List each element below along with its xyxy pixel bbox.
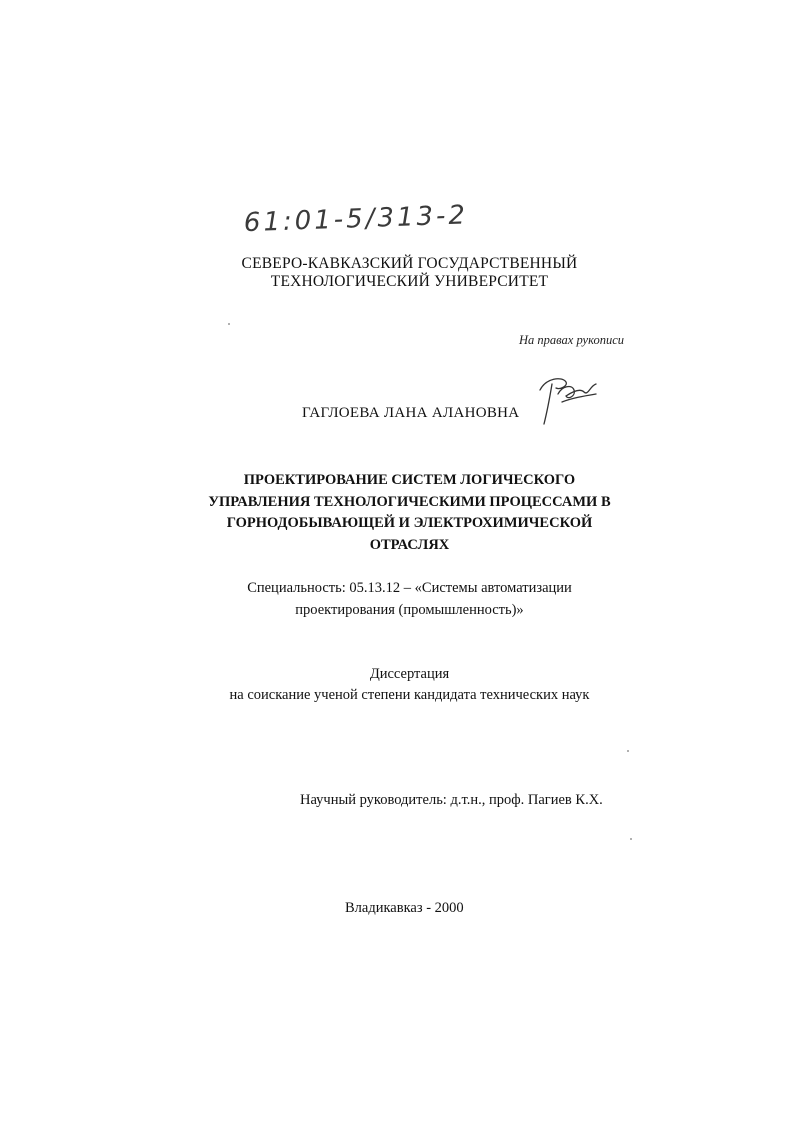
specialty-block xyxy=(0,577,795,621)
handwritten-signature xyxy=(532,372,604,428)
dissertation-label: Диссертация xyxy=(369,666,450,682)
degree-description: на соискание ученой степени кандидата технических наук xyxy=(229,687,590,703)
specialty-line2: проектирования (промышленность)» xyxy=(295,602,524,618)
scan-speck xyxy=(630,838,632,840)
author-name: ГАГЛОЕВА ЛАНА АЛАНОВНА xyxy=(302,405,520,421)
title-line: ПРОЕКТИРОВАНИЕ СИСТЕМ ЛОГИЧЕСКОГО xyxy=(243,472,576,488)
title-line: ГОРНОДОБЫВАЮЩЕЙ И ЭЛЕКТРОХИМИЧЕСКОЙ xyxy=(226,515,593,531)
university-name-line2: ТЕХНОЛОГИЧЕСКИЙ УНИВЕРСИТЕТ xyxy=(270,273,549,290)
title-line: ОТРАСЛЯХ xyxy=(369,536,450,553)
degree-block xyxy=(0,664,795,706)
dissertation-title xyxy=(0,470,795,556)
scientific-supervisor: Научный руководитель: д.т.н., проф. Пагиев К.Х. xyxy=(300,792,603,808)
scan-speck xyxy=(627,750,629,752)
title-line: УПРАВЛЕНИЯ ТЕХНОЛОГИЧЕСКИМИ ПРОЦЕССАМИ В xyxy=(208,493,611,510)
scan-speck xyxy=(228,323,230,325)
specialty-line1: Специальность: 05.13.12 – «Системы автоматизации xyxy=(247,580,572,596)
library-stamp: 61:01-5/313-2 xyxy=(243,200,469,239)
university-name-line1: СЕВЕРО-КАВКАЗСКИЙ ГОСУДАРСТВЕННЫЙ xyxy=(241,255,578,272)
manuscript-rights-note: На правах рукописи xyxy=(519,333,624,347)
city-year: Владикавказ - 2000 xyxy=(345,900,464,916)
